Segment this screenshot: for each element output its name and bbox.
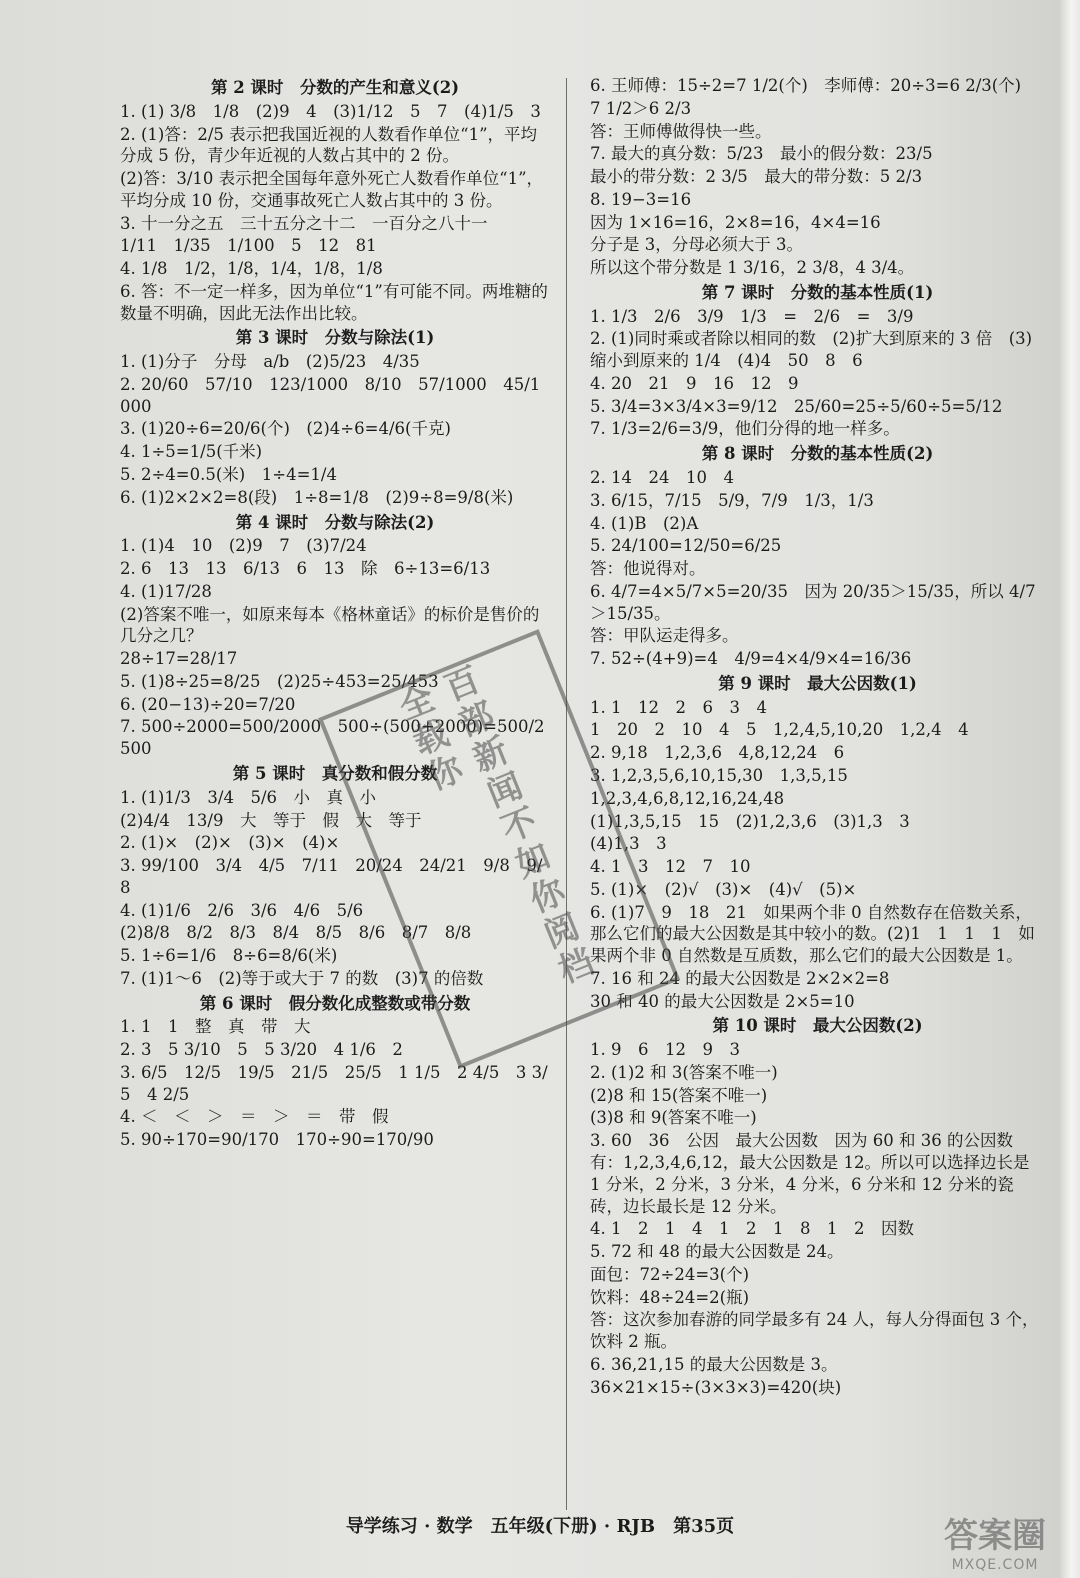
- answer-line: 6. 4/7=4×5/7×5=20/35 因为 20/35＞15/35，所以 4/7＞15/35。: [590, 581, 1036, 623]
- section-heading: 第 8 课时 分数的基本性质(2): [701, 444, 934, 464]
- answer-line: 7. 1/3=2/6=3/9，他们分得的地一样多。: [590, 419, 900, 439]
- answer-line: (1)1,3,5,15 15 (2)1,2,3,6 (3)1,3 3: [590, 811, 910, 831]
- answer-line: 答：王师傅做得快一些。: [590, 121, 772, 141]
- answer-line: 3. 1,2,3,5,6,10,15,30 1,3,5,15: [590, 765, 848, 785]
- answer-line: 4. 1 3 12 7 10: [590, 857, 751, 877]
- answer-line: 2. 6 13 13 6/13 6 13 除 6÷13=6/13: [120, 559, 491, 579]
- answer-line: 1,2,3,4,6,8,12,16,24,48: [590, 788, 785, 808]
- answer-line: 5. (1)8÷25=8/25 (2)25÷453=25/453: [120, 671, 439, 691]
- answer-line: 2. 20/60 57/10 123/1000 8/10 57/1000 45/1000: [120, 374, 541, 416]
- answer-line: 3. 十一分之五 三十五分之十二 一百分之八十一: [120, 213, 488, 233]
- answer-line: 3. 6/15，7/15 5/9，7/9 1/3，1/3: [590, 490, 874, 510]
- watermark-url: MXQE.COM: [951, 1556, 1039, 1573]
- answer-line: 6. 王师傅：15÷2=7 1/2(个) 李师傅：20÷3=6 2/3(个): [590, 76, 1022, 95]
- answer-line: 7. (1)1～6 (2)等于或大于 7 的数 (3)7 的倍数: [120, 968, 484, 988]
- answer-line: 5. 3/4=3×3/4×3=9/12 25/60=25÷5/60÷5=5/12: [590, 396, 1003, 416]
- answer-line: 4. (1)B (2)A: [590, 513, 699, 533]
- answer-line: 因为 1×16=16，2×8=16，4×4=16: [590, 212, 881, 232]
- answer-line: 2. (1)× (2)× (3)× (4)×: [120, 833, 340, 853]
- section-heading: 第 2 课时 分数的产生和意义(2): [210, 78, 460, 97]
- answer-line: 答：这次参加春游的同学最多有 24 人，每人分得面包 3 个，饮料 2 瓶。: [590, 1310, 1039, 1352]
- answer-line: 4. 1/8 1/2，1/8，1/4，1/8，1/8: [120, 259, 383, 279]
- answer-line: 4. 1÷5=1/5(千米): [120, 442, 263, 462]
- answer-line: 饮料：48÷24=2(瓶): [590, 1287, 750, 1307]
- answer-line: 2. (1)答：2/5 表示把我国近视的人数看作单位“1”，平均分成 5 份，青少年近视的人数占其中的 2 份。: [120, 124, 538, 166]
- answer-line: 1. 9 6 12 9 3: [590, 1040, 740, 1060]
- answer-line: 3. 99/100 3/4 4/5 7/11 20/24 24/21 9/8 9/8: [120, 856, 543, 897]
- answer-line: 1. (1)1/3 3/4 5/6 小 真 小: [120, 787, 377, 807]
- answer-line: 5. 90÷170=90/170 170÷90=170/90: [120, 1130, 434, 1150]
- answer-line: 3. 6/5 12/5 19/5 21/5 25/5 1 1/5 2 4/5 3 3/5 4 2/5: [120, 1062, 548, 1104]
- answer-line: (2)8/8 8/2 8/3 8/4 8/5 8/6 8/7 8/8: [120, 923, 472, 943]
- answer-line: 1. 1 12 2 6 3 4: [590, 697, 767, 717]
- answer-line: 2. 9,18 1,2,3,6 4,8,12,24 6: [590, 743, 845, 763]
- answer-line: 5. (1)× (2)√ (3)× (4)√ (5)×: [590, 879, 857, 899]
- answer-line: 5. 1÷6=1/6 8÷6=8/6(米): [120, 946, 338, 966]
- answer-line: (2)答案不唯一，如原来每本《格林童话》的标价是售价的几分之几？: [120, 604, 540, 646]
- stamp-text: 百部新闻不如你阅档全载你: [387, 660, 599, 994]
- answer-line: 3. (1)20÷6=20/6(个) (2)4÷6=4/6(千克): [120, 419, 451, 439]
- answer-line: 答：甲队运走得多。: [590, 626, 739, 646]
- site-watermark: [920, 1508, 1070, 1572]
- answer-line: 6. (20−13)÷20=7/20: [120, 694, 296, 714]
- section-heading: 第 3 课时 分数与除法(1): [235, 328, 435, 348]
- watermark-logo-text: 答案圈: [944, 1515, 1046, 1556]
- answer-line: 2. (1)同时乘或者除以相同的数 (2)扩大到原来的 3 倍 (3)缩小到原来的 1/4 (4)4 50 8 6: [590, 329, 1033, 371]
- answer-line: 7. 16 和 24 的最大公因数是 2×2×2=8: [590, 968, 890, 988]
- answer-line: (4)1,3 3: [590, 834, 667, 854]
- answer-line: 所以这个带分数是 1 3/16，2 3/8，4 3/4。: [590, 258, 915, 278]
- answer-line: 5. 24/100=12/50=6/25: [590, 536, 782, 556]
- answer-line: 7. 52÷(4+9)=4 4/9=4×4/9×4=16/36: [590, 649, 912, 669]
- answer-line: (2)8 和 15(答案不唯一): [590, 1085, 768, 1105]
- answer-line: 36×21×15÷(3×3×3)=420(块): [590, 1377, 842, 1397]
- page-edge: [1058, 0, 1080, 1578]
- answer-line: 1. (1)分子 分母 a/b (2)5/23 4/35: [120, 352, 420, 372]
- section-heading: 第 6 课时 假分数化成整数或带分数: [199, 993, 471, 1013]
- answer-line: 5. 72 和 48 的最大公因数是 24。: [590, 1242, 844, 1262]
- answer-line: 1. 1/3 2/6 3/9 1/3 = 2/6 = 3/9: [590, 306, 914, 326]
- answer-line: 4. 1 2 1 4 1 2 1 8 1 2 因数: [590, 1219, 914, 1239]
- answer-line: 2. 14 24 10 4: [590, 468, 734, 488]
- answer-line: 6. 36,21,15 的最大公因数是 3。: [590, 1354, 838, 1374]
- section-heading: 第 7 课时 分数的基本性质(1): [701, 282, 934, 302]
- answer-line: 1. 1 1 整 真 带 大: [120, 1017, 311, 1037]
- page-footer: 导学练习 · 数学 五年级(下册) · RJB 第35页: [345, 1516, 735, 1537]
- answer-line: 8. 19−3=16: [590, 189, 692, 209]
- answer-line: 7. 500÷2000=500/2000 500÷(500+2000)=500/2500: [120, 717, 545, 759]
- answer-line: 2. (1)2 和 3(答案不唯一): [590, 1062, 778, 1082]
- answer-line: 分子是 3，分母必须大于 3。: [590, 235, 803, 255]
- answer-line: 2. 3 5 3/10 5 5 3/20 4 1/6 2: [120, 1040, 403, 1060]
- answer-line: 1. (1) 3/8 1/8 (2)9 4 (3)1/12 5 7 (4)1/5 3: [120, 101, 541, 121]
- answer-line: 5. 2÷4=0.5(米) 1÷4=1/4: [120, 465, 337, 485]
- answer-line: 1/11 1/35 1/100 5 12 81: [120, 236, 377, 256]
- section-heading: 第 9 课时 最大公因数(1): [718, 673, 917, 693]
- answer-line: 30 和 40 的最大公因数是 2×5=10: [590, 991, 855, 1011]
- answer-line: 7 1/2＞6 2/3: [590, 98, 692, 118]
- answer-line: 6. 答：不一定一样多，因为单位“1”有可能不同。两堆糖的数量不明确，因此无法作出比较。: [120, 281, 548, 323]
- answer-line: 4. 20 21 9 16 12 9: [590, 373, 799, 393]
- answer-line: 6. (1)7 9 18 21 如果两个非 0 自然数存在倍数关系，那么它们的最大公因数是其中较小的数。(2)1 1 1 1 如果两个非 0 自然数是互质数，那么它们的最大公因数是 1。: [590, 902, 1035, 966]
- section-heading: 第 10 课时 最大公因数(2): [712, 1016, 923, 1036]
- answer-line: 1 20 2 10 4 5 1,2,4,5,10,20 1,2,4 4: [590, 720, 969, 740]
- answer-line: 4. (1)17/28: [120, 581, 212, 601]
- answer-line: (2)4/4 13/9 大 等于 假 大 等于: [120, 810, 422, 830]
- section-heading: 第 4 课时 分数与除法(2): [235, 512, 435, 532]
- answer-line: 1. (1)4 10 (2)9 7 (3)7/24: [120, 536, 367, 556]
- section-heading: 第 5 课时 真分数和假分数: [232, 763, 438, 783]
- answer-line: (3)8 和 9(答案不唯一): [590, 1108, 757, 1128]
- answer-line: 6. (1)2×2×2=8(段) 1÷8=1/8 (2)9÷8=9/8(米): [120, 487, 514, 507]
- answer-line: 3. 60 36 公因 最大公因数 因为 60 和 36 的公因数有：1,2,3,4,6,12，最大公因数是 12。所以可以选择边长是 1 分米，2 分米，3 分米，4 分米，6 分米和 12 分米的瓷砖，边长最长是 12 分米。: [590, 1131, 1035, 1216]
- answer-line: 4. ＜ ＜ ＞ ＝ ＞ ＝ 带 假: [120, 1107, 389, 1127]
- answer-line: 最小的带分数：2 3/5 最大的带分数：5 2/3: [590, 167, 923, 187]
- answer-line: 7. 最大的真分数：5/23 最小的假分数：23/5: [590, 144, 933, 164]
- right-column: [590, 74, 1045, 1399]
- answer-line: 答：他说得对。: [590, 559, 706, 579]
- answer-line: 28÷17=28/17: [120, 649, 238, 669]
- answer-line: 面包：72÷24=3(个): [590, 1264, 750, 1284]
- answer-line: 4. (1)1/6 2/6 3/6 4/6 5/6: [120, 900, 364, 920]
- answer-line: (2)答：3/10 表示把全国每年意外死亡人数看作单位“1”，平均分成 10 份，交通事故死亡人数占其中的 3 份。: [120, 169, 544, 210]
